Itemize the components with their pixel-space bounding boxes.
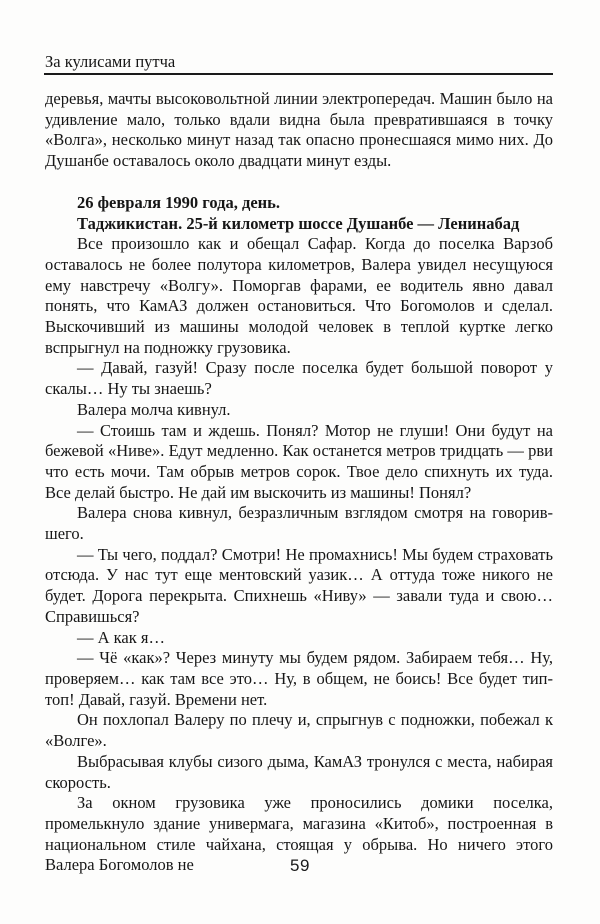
page-body	[45, 89, 553, 876]
paragraph: За окном грузовика уже проносились домики поселка, промелькнуло здание универмага, магазина «Китоб», построенная в национальном стиле чайхана, стоящая у обрыва. Но ничего этого Валера Богомолов не	[45, 793, 553, 875]
date-heading: 26 февраля 1990 года, день.	[77, 192, 281, 212]
paragraph: Выбрасывая клубы сизого дыма, КамАЗ тронулся с места, набирая скорость.	[45, 751, 553, 792]
header-rule	[44, 73, 553, 75]
location-heading: Таджикистан. 25-й километр шоссе Душанбе — Ленинабад	[77, 213, 520, 233]
paragraph: — Чё «как»? Через минуту мы будем рядом. Забираем тебя… Ну, проверяем… как там все это… Ну, в общем, не боись! Все будет тип-топ! Давай, газуй. Времени нет.	[45, 648, 553, 709]
paragraph: Валера снова кивнул, безразличным взглядом смотря на говорившего.	[45, 503, 553, 544]
paragraph: — А как я…	[77, 627, 165, 647]
paragraph: Он похлопал Валеру по плечу и, спрыгнув с подножки, побежал к «Волге».	[45, 710, 553, 751]
paragraph-continuation: деревья, мачты высоковольтной линии электропередач. Машин было на удивление мало, только вдали видна была превратившаяся в точку «Волга», несколько минут назад так опасно пронесшаяся мимо них. До Душанбе оставалось около двадцати минут езды.	[45, 89, 553, 171]
paragraph: — Давай, газуй! Сразу после поселка будет большой поворот у скалы… Ну ты знаешь?	[45, 358, 553, 399]
paragraph: Валера молча кивнул.	[77, 399, 231, 419]
page-number: 59	[290, 856, 310, 875]
paragraph: Все произошло как и обещал Сафар. Когда до поселка Варзоб оставалось не более полутора километров, Валера увидел несущуюся ему навстречу «Волгу». Поморгав фарами, ее водитель явно давал понять, что КамАЗ должен остановиться. Что Богомолов и сделал. Выскочивший из машины молодой человек в теплой куртке легко вспрыгнул на подножку грузовика.	[45, 234, 553, 357]
paragraph: — Стоишь там и ждешь. Понял? Мотор не глуши! Они будут на бежевой «Ниве». Едут медленно. Как останется метров тридцать — рви что есть мочи. Там обрыв метров сорок. Твое дело спихнуть их туда. Все делай быстро. Не дай им выскочить из машины! Понял?	[45, 420, 553, 502]
paragraph: — Ты чего, поддал? Смотри! Не промахнись! Мы будем страховать отсюда. У нас тут еще ментовский уазик… А оттуда тоже никого не будет. Дорога перекрыта. Спихнешь «Ниву» — завали туда и свою… Справишься?	[45, 544, 553, 626]
running-header: За кулисами путча	[45, 52, 176, 71]
